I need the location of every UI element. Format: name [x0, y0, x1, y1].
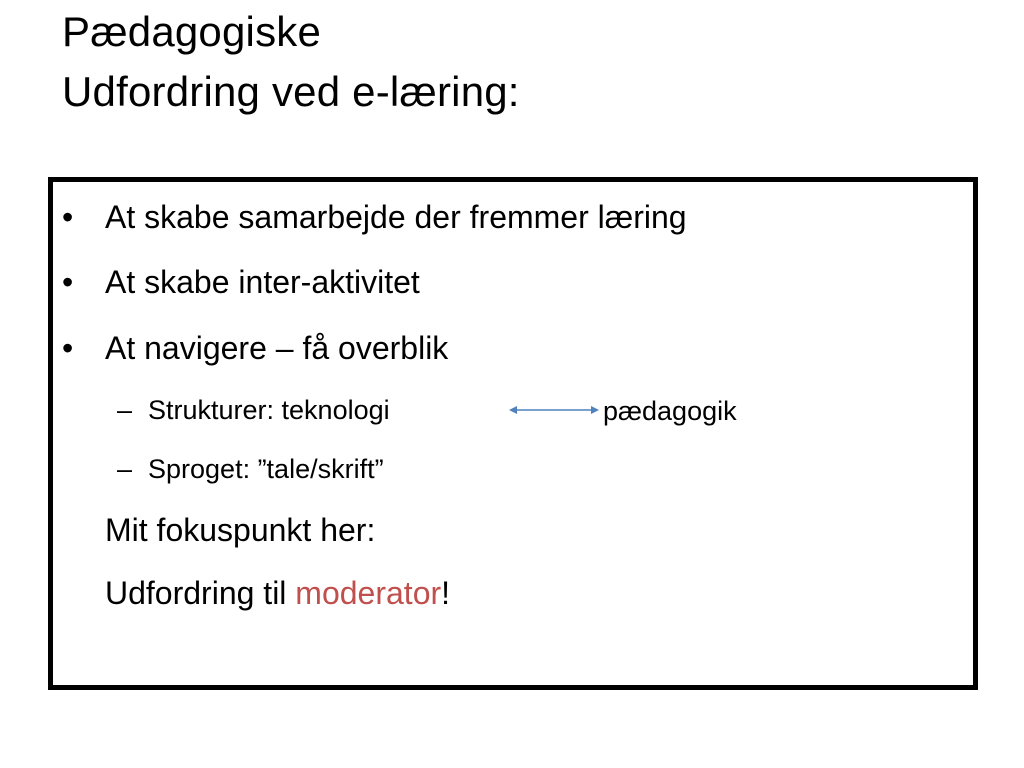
sub-bullet-marker: – [117, 395, 133, 425]
slide-title-line-1: Pædagogiske [62, 8, 322, 55]
bullet-text: At skabe inter-aktivitet [105, 264, 420, 300]
focus-line-2 [105, 573, 450, 613]
focus-line-1: Mit fokuspunkt her: [105, 512, 376, 548]
bullet-marker: • [62, 199, 74, 235]
bullet-text: At navigere – få overblik [105, 330, 449, 366]
sub-bullet-text: Strukturer: teknologi [148, 395, 390, 425]
bullet-marker: • [62, 330, 74, 366]
arrow-target-label: pædagogik [603, 396, 737, 426]
sub-bullet-text: Sproget: ”tale/skrift” [148, 454, 384, 484]
bullet-text: At skabe samarbejde der fremmer læring [105, 199, 687, 235]
double-arrow-icon [509, 403, 599, 417]
moderator-highlight: moderator [295, 575, 442, 611]
sub-bullet-marker: – [117, 454, 133, 484]
focus-line-2-suffix: ! [441, 575, 451, 611]
slide-title-line-2: Udfordring ved e-læring: [62, 68, 520, 115]
slide-title [62, 2, 520, 122]
content-box [48, 177, 978, 690]
focus-line-2-prefix: Udfordring til [105, 575, 296, 611]
bullet-marker: • [62, 264, 74, 300]
